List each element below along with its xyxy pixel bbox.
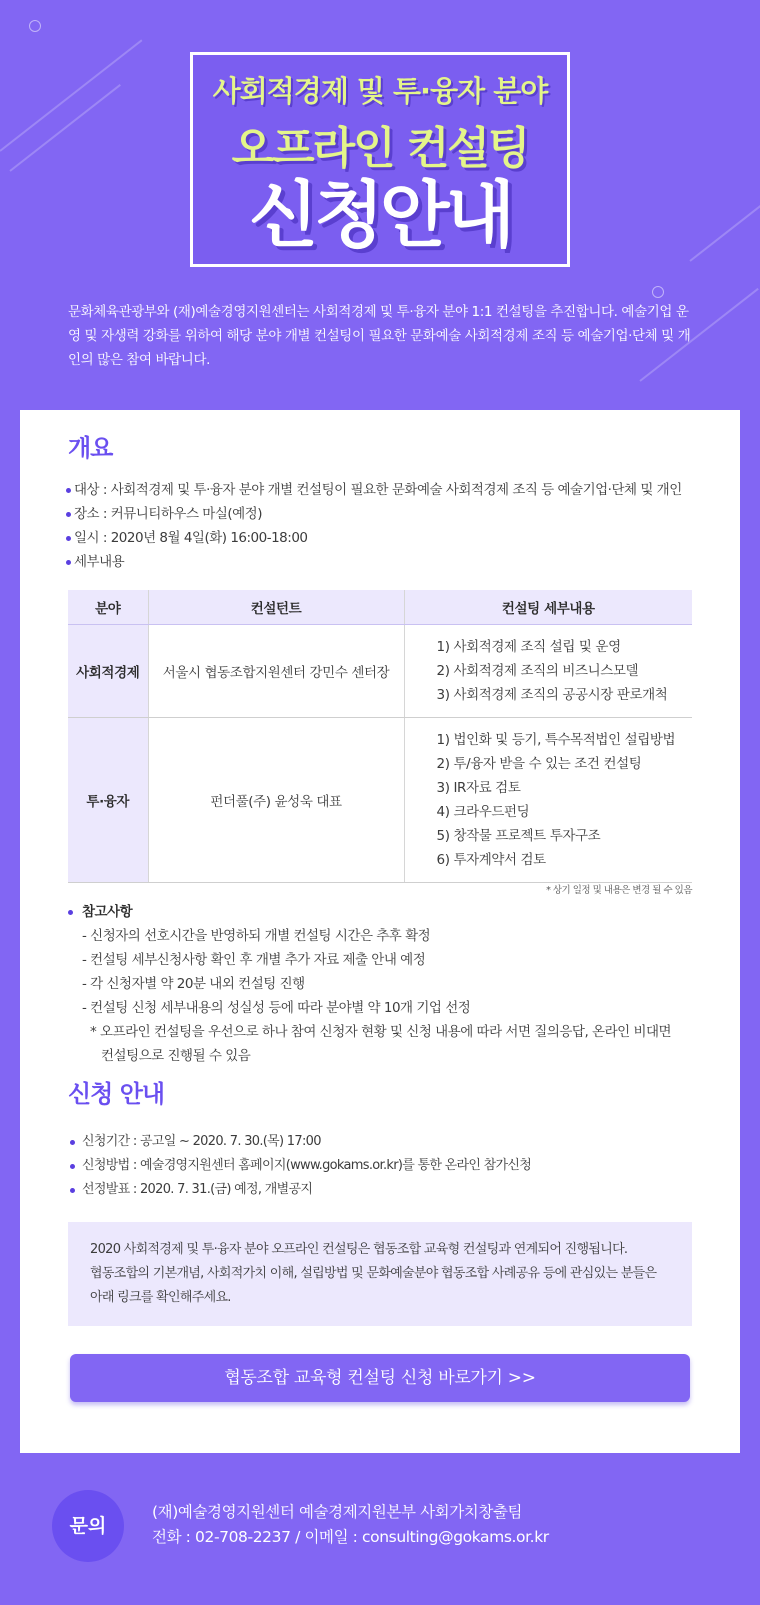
- table-item: 1) 사회적경제 조직 설립 및 운영: [436, 638, 621, 655]
- hero-title-box: [190, 52, 570, 267]
- consulting-table: [68, 590, 692, 883]
- list-item: 세부내용: [66, 550, 682, 574]
- table-item: 4) 크라우드펀딩: [436, 803, 530, 820]
- table-item: 5) 창작물 프로젝트 투자구조: [436, 827, 601, 844]
- decorative-stripe: [689, 205, 760, 262]
- contact-phone-email: 전화 : 02-708-2237 / 이메일 : consulting@gokams.or.kr: [152, 1528, 549, 1546]
- table-header: 컨설팅 세부내용: [404, 590, 692, 624]
- notes-heading: 참고사항: [68, 900, 688, 924]
- notes-line: - 각 신청자별 약 20분 내외 컨설팅 진행: [82, 976, 305, 992]
- apply-list: [68, 1130, 531, 1202]
- notes-line: - 신청자의 선호시간을 반영하되 개별 컨설팅 시간은 추후 확정: [82, 928, 431, 944]
- table-header: 분야: [68, 590, 148, 624]
- decorative-circle: [29, 20, 41, 32]
- notes-star-line: 컨설팅으로 진행될 수 있음: [101, 1048, 251, 1064]
- table-cell-field: 사회적경제: [68, 624, 148, 717]
- list-item: 장소 : 커뮤니티하우스 마실(예정): [66, 502, 682, 526]
- table-item: 2) 사회적경제 조직의 비즈니스모델: [436, 662, 639, 679]
- table-item: 3) IR자료 검토: [436, 779, 521, 796]
- info-line: 2020 사회적경제 및 투·융자 분야 오프라인 컨설팅은 협동조합 교육형 컨설팅과 연계되어 진행됩니다.: [90, 1242, 628, 1257]
- notes-line: - 컨설팅 세부신청사항 확인 후 개별 추가 자료 제출 안내 예정: [82, 952, 426, 968]
- hero-title: 오프라인 컨설팅: [231, 123, 529, 174]
- overview-title: 개요: [68, 434, 113, 462]
- table-row: [68, 717, 692, 882]
- table-item: 2) 투/융자 받을 수 있는 조건 컨설팅: [436, 755, 642, 772]
- list-item: 일시 : 2020년 8월 4일(화) 16:00-18:00: [66, 526, 682, 550]
- table-cell-items: [404, 717, 692, 882]
- table-header: 컨설턴트: [148, 590, 404, 624]
- contact-org: (재)예술경영지원센터 예술경제지원본부 사회가치창출팀: [152, 1503, 523, 1521]
- table-cell-consultant: 펀더풀(주) 윤성욱 대표: [148, 717, 404, 882]
- table-item: 1) 법인화 및 등기, 특수목적법인 설립방법: [436, 731, 676, 748]
- info-line: 협동조합의 기본개념, 사회적가치 이해, 설립방법 및 문화예술분야 협동조합 사례공유 등에 관심있는 분들은: [90, 1266, 657, 1281]
- list-item: 선정발표 : 2020. 7. 31.(금) 예정, 개별공지: [68, 1178, 531, 1202]
- table-note: * 상기 일정 및 내용은 변경 될 수 있음: [546, 885, 692, 896]
- notes-line: - 컨설팅 신청 세부내용의 성실성 등에 따라 분야별 약 10개 기업 선정: [82, 1000, 471, 1016]
- info-box: [68, 1222, 692, 1326]
- contact-badge: 문의: [52, 1490, 124, 1562]
- contact-info: [152, 1500, 549, 1550]
- notes-section: [68, 900, 688, 1068]
- overview-list: [66, 478, 682, 574]
- coop-consulting-apply-button[interactable]: 협동조합 교육형 컨설팅 신청 바로가기 >>: [70, 1354, 690, 1402]
- intro-text: 문화체육관광부와 (재)예술경영지원센터는 사회적경제 및 투·융자 분야 1:1 컨설팅을 추진합니다. 예술기업 운영 및 자생력 강화를 위하여 해당 분야 개별 컨설팅이 필요한 문화예술 사회적경제 조직 등 예술기업·단체 및 개인의 많은 참여 바랍니다.: [68, 304, 691, 368]
- notes-star-line: * 오프라인 컨설팅을 우선으로 하나 참여 신청자 현황 및 신청 내용에 따라 서면 질의응답, 온라인 비대면: [90, 1024, 672, 1040]
- hero-main-title: 신청안내: [248, 173, 512, 257]
- table-item: 6) 투자계약서 검토: [436, 851, 546, 868]
- list-item: 대상 : 사회적경제 및 투·융자 분야 개별 컨설팅이 필요한 문화예술 사회적경제 조직 등 예술기업·단체 및 개인: [66, 478, 682, 502]
- decorative-circle: [652, 286, 664, 298]
- table-header-row: [68, 590, 692, 624]
- table-item: 3) 사회적경제 조직의 공공시장 판로개척: [436, 686, 668, 703]
- decorative-stripe: [0, 39, 142, 151]
- hero-subtitle: 사회적경제 및 투·융자 분야: [212, 74, 548, 108]
- list-item: 신청기간 : 공고일 ~ 2020. 7. 30.(목) 17:00: [68, 1130, 531, 1154]
- table-cell-items: [404, 624, 692, 717]
- content-card: [20, 410, 740, 1453]
- table-row: [68, 624, 692, 717]
- table-cell-consultant: 서울시 협동조합지원센터 강민수 센터장: [148, 624, 404, 717]
- apply-title: 신청 안내: [68, 1080, 165, 1108]
- list-item: 신청방법 : 예술경영지원센터 홈페이지(www.gokams.or.kr)를 통한 온라인 참가신청: [68, 1154, 531, 1178]
- info-line: 아래 링크를 확인해주세요.: [90, 1290, 231, 1305]
- table-cell-field: 투·융자: [68, 717, 148, 882]
